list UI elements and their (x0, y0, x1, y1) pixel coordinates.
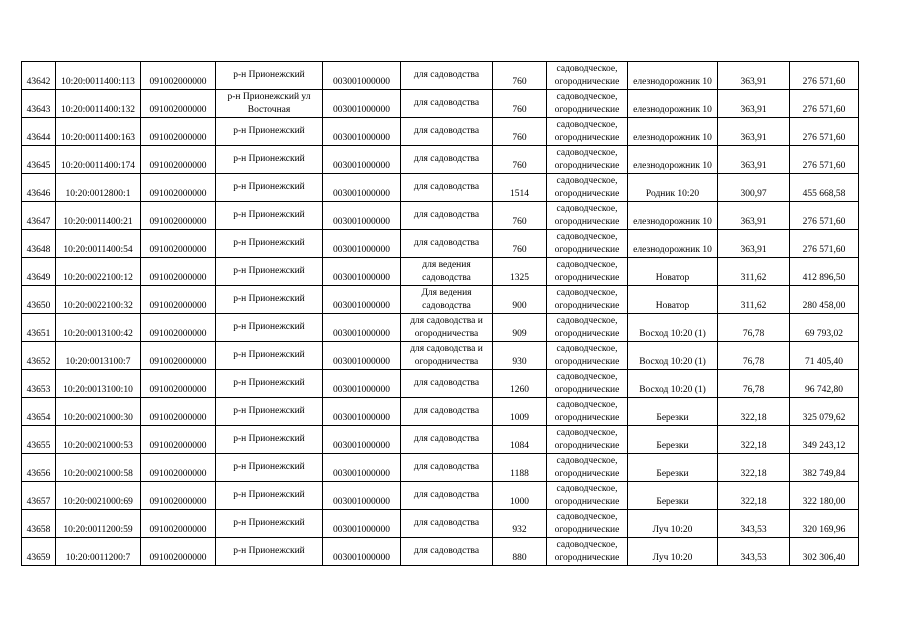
permitted-use-cell: для садоводства (401, 146, 493, 174)
cadastral-value-cell: 276 571,60 (790, 230, 859, 258)
association-type-line: огороднические (554, 356, 620, 367)
cadastral-rate-cell: 76,78 (718, 370, 790, 398)
permitted-use-cell: для садоводства (401, 538, 493, 566)
okato-code-cell: 091002000000 (141, 174, 216, 202)
association-type-line: огороднические (554, 552, 620, 563)
area-cell: 932 (493, 510, 547, 538)
cadastral-rate-cell: 363,91 (718, 90, 790, 118)
cadastral-value-cell: 276 571,60 (790, 90, 859, 118)
area-cell: 909 (493, 314, 547, 342)
association-type-line: садоводческое, (556, 399, 618, 410)
address-cell: р-н Прионежский (216, 426, 323, 454)
association-name-cell: елезнодорожник 10 (628, 62, 718, 90)
category-code-cell: 003001000000 (323, 482, 401, 510)
area-cell: 930 (493, 342, 547, 370)
association-type-line: огороднические (554, 188, 620, 199)
cadastral-value-cell: 276 571,60 (790, 118, 859, 146)
permitted-use-cell: для садоводства и огородничества (401, 314, 493, 342)
category-code-cell: 003001000000 (323, 174, 401, 202)
association-type-line: огороднические (554, 160, 620, 171)
area-cell: 760 (493, 90, 547, 118)
row-number-cell: 43649 (22, 258, 56, 286)
association-type-line: садоводческое, (556, 371, 618, 382)
cadastral-number-cell: 10:20:0021000:53 (56, 426, 141, 454)
cadastral-value-cell: 349 243,12 (790, 426, 859, 454)
association-type-cell (547, 342, 628, 370)
cadastral-number-cell: 10:20:0011200:59 (56, 510, 141, 538)
area-cell: 1514 (493, 174, 547, 202)
table-row (22, 118, 859, 146)
category-code-cell: 003001000000 (323, 342, 401, 370)
cadastral-rate-cell: 363,91 (718, 62, 790, 90)
association-name-cell: Березки (628, 454, 718, 482)
category-code-cell: 003001000000 (323, 258, 401, 286)
association-type-line: огороднические (554, 524, 620, 535)
okato-code-cell: 091002000000 (141, 314, 216, 342)
category-code-cell: 003001000000 (323, 230, 401, 258)
okato-code-cell: 091002000000 (141, 454, 216, 482)
association-type-line: огороднические (554, 104, 620, 115)
association-type-cell (547, 230, 628, 258)
category-code-cell: 003001000000 (323, 118, 401, 146)
association-name-cell: Березки (628, 482, 718, 510)
cadastral-value-cell: 280 458,00 (790, 286, 859, 314)
table-row (22, 482, 859, 510)
association-type-cell (547, 202, 628, 230)
area-cell: 900 (493, 286, 547, 314)
association-name-cell: Березки (628, 426, 718, 454)
association-type-line: садоводческое, (556, 63, 618, 74)
area-cell: 1000 (493, 482, 547, 510)
okato-code-cell: 091002000000 (141, 62, 216, 90)
association-name-cell: Восход 10:20 (1) (628, 342, 718, 370)
table-row (22, 314, 859, 342)
row-number-cell: 43659 (22, 538, 56, 566)
association-type-cell (547, 146, 628, 174)
row-number-cell: 43656 (22, 454, 56, 482)
association-type-line: садоводческое, (556, 203, 618, 214)
table-row (22, 62, 859, 90)
cadastral-value-cell: 276 571,60 (790, 202, 859, 230)
category-code-cell: 003001000000 (323, 398, 401, 426)
table-row (22, 258, 859, 286)
address-cell: р-н Прионежский ул Восточная (216, 90, 323, 118)
cadastral-number-cell: 10:20:0011400:132 (56, 90, 141, 118)
association-name-cell: Восход 10:20 (1) (628, 314, 718, 342)
cadastral-rate-cell: 311,62 (718, 286, 790, 314)
okato-code-cell: 091002000000 (141, 118, 216, 146)
area-cell: 880 (493, 538, 547, 566)
permitted-use-cell: для садоводства (401, 510, 493, 538)
okato-code-cell: 091002000000 (141, 90, 216, 118)
okato-code-cell: 091002000000 (141, 370, 216, 398)
okato-code-cell: 091002000000 (141, 510, 216, 538)
association-type-line: садоводческое, (556, 315, 618, 326)
category-code-cell: 003001000000 (323, 202, 401, 230)
cadastral-number-cell: 10:20:0021000:58 (56, 454, 141, 482)
association-type-line: садоводческое, (556, 175, 618, 186)
row-number-cell: 43654 (22, 398, 56, 426)
association-type-line: садоводческое, (556, 91, 618, 102)
category-code-cell: 003001000000 (323, 510, 401, 538)
category-code-cell: 003001000000 (323, 90, 401, 118)
association-type-line: садоводческое, (556, 539, 618, 550)
cadastral-number-cell: 10:20:0021000:69 (56, 482, 141, 510)
row-number-cell: 43658 (22, 510, 56, 538)
category-code-cell: 003001000000 (323, 454, 401, 482)
row-number-cell: 43643 (22, 90, 56, 118)
cadastral-number-cell: 10:20:0022100:32 (56, 286, 141, 314)
cadastral-value-cell: 320 169,96 (790, 510, 859, 538)
association-type-cell (547, 62, 628, 90)
cadastral-number-cell: 10:20:0011400:163 (56, 118, 141, 146)
row-number-cell: 43650 (22, 286, 56, 314)
cadastral-rate-cell: 300,97 (718, 174, 790, 202)
table-body (22, 62, 859, 566)
row-number-cell: 43653 (22, 370, 56, 398)
cadastral-value-cell: 302 306,40 (790, 538, 859, 566)
association-type-line: огороднические (554, 300, 620, 311)
association-type-line: садоводческое, (556, 455, 618, 466)
okato-code-cell: 091002000000 (141, 342, 216, 370)
cadastral-value-cell: 276 571,60 (790, 146, 859, 174)
association-name-cell: елезнодорожник 10 (628, 202, 718, 230)
area-cell: 1325 (493, 258, 547, 286)
address-cell: р-н Прионежский (216, 286, 323, 314)
cadastral-value-cell: 322 180,00 (790, 482, 859, 510)
table-row (22, 202, 859, 230)
cadastral-rate-cell: 363,91 (718, 202, 790, 230)
address-cell: р-н Прионежский (216, 118, 323, 146)
cadastral-rate-cell: 322,18 (718, 426, 790, 454)
association-type-line: огороднические (554, 132, 620, 143)
association-type-line: огороднические (554, 412, 620, 423)
association-type-cell (547, 454, 628, 482)
permitted-use-cell: для садоводства (401, 90, 493, 118)
row-number-cell: 43644 (22, 118, 56, 146)
cadastral-rate-cell: 343,53 (718, 538, 790, 566)
address-cell: р-н Прионежский (216, 454, 323, 482)
association-type-line: садоводческое, (556, 287, 618, 298)
table-row (22, 342, 859, 370)
address-cell: р-н Прионежский (216, 370, 323, 398)
category-code-cell: 003001000000 (323, 146, 401, 174)
association-name-cell: Новатор (628, 286, 718, 314)
area-cell: 760 (493, 118, 547, 146)
association-type-cell (547, 370, 628, 398)
cadastral-value-cell: 71 405,40 (790, 342, 859, 370)
address-cell: р-н Прионежский (216, 398, 323, 426)
association-type-cell (547, 482, 628, 510)
table-row (22, 426, 859, 454)
association-type-line: садоводческое, (556, 259, 618, 270)
category-code-cell: 003001000000 (323, 314, 401, 342)
cadastral-rate-cell: 76,78 (718, 342, 790, 370)
association-type-line: садоводческое, (556, 119, 618, 130)
cadastral-rate-cell: 322,18 (718, 398, 790, 426)
address-cell: р-н Прионежский (216, 314, 323, 342)
table-row (22, 454, 859, 482)
cadastral-value-cell: 276 571,60 (790, 62, 859, 90)
cadastral-number-cell: 10:20:0011400:174 (56, 146, 141, 174)
okato-code-cell: 091002000000 (141, 202, 216, 230)
table-row (22, 230, 859, 258)
association-type-line: садоводческое, (556, 343, 618, 354)
cadastral-number-cell: 10:20:0011400:21 (56, 202, 141, 230)
cadastral-number-cell: 10:20:0013100:10 (56, 370, 141, 398)
association-type-cell (547, 118, 628, 146)
association-type-line: садоводческое, (556, 231, 618, 242)
association-name-cell: елезнодорожник 10 (628, 146, 718, 174)
address-cell: р-н Прионежский (216, 174, 323, 202)
association-type-cell (547, 258, 628, 286)
cadastral-value-cell: 455 668,58 (790, 174, 859, 202)
association-name-cell: Восход 10:20 (1) (628, 370, 718, 398)
association-type-line: огороднические (554, 496, 620, 507)
row-number-cell: 43648 (22, 230, 56, 258)
area-cell: 760 (493, 202, 547, 230)
okato-code-cell: 091002000000 (141, 230, 216, 258)
permitted-use-cell: для садоводства (401, 482, 493, 510)
address-cell: р-н Прионежский (216, 202, 323, 230)
cadastral-rate-cell: 322,18 (718, 454, 790, 482)
cadastral-value-cell: 382 749,84 (790, 454, 859, 482)
address-cell: р-н Прионежский (216, 482, 323, 510)
area-cell: 1188 (493, 454, 547, 482)
association-type-line: огороднические (554, 272, 620, 283)
association-type-cell (547, 286, 628, 314)
association-name-cell: Березки (628, 398, 718, 426)
table-row (22, 174, 859, 202)
area-cell: 760 (493, 146, 547, 174)
permitted-use-cell: для садоводства (401, 454, 493, 482)
association-name-cell: Родник 10:20 (628, 174, 718, 202)
association-name-cell: елезнодорожник 10 (628, 230, 718, 258)
cadastral-rate-cell: 363,91 (718, 146, 790, 174)
association-type-cell (547, 398, 628, 426)
okato-code-cell: 091002000000 (141, 398, 216, 426)
permitted-use-cell: для ведения садоводства (401, 258, 493, 286)
row-number-cell: 43652 (22, 342, 56, 370)
row-number-cell: 43646 (22, 174, 56, 202)
association-name-cell: Луч 10:20 (628, 510, 718, 538)
cadastral-rate-cell: 322,18 (718, 482, 790, 510)
table-row (22, 510, 859, 538)
association-type-line: садоводческое, (556, 511, 618, 522)
association-name-cell: Луч 10:20 (628, 538, 718, 566)
permitted-use-cell: для садоводства (401, 398, 493, 426)
address-cell: р-н Прионежский (216, 230, 323, 258)
row-number-cell: 43645 (22, 146, 56, 174)
association-type-cell (547, 426, 628, 454)
area-cell: 760 (493, 62, 547, 90)
cadastral-number-cell: 10:20:0012800:1 (56, 174, 141, 202)
association-type-line: огороднические (554, 384, 620, 395)
row-number-cell: 43657 (22, 482, 56, 510)
association-type-cell (547, 90, 628, 118)
row-number-cell: 43651 (22, 314, 56, 342)
permitted-use-cell: для садоводства (401, 174, 493, 202)
association-type-cell (547, 314, 628, 342)
area-cell: 1260 (493, 370, 547, 398)
permitted-use-cell: для садоводства (401, 118, 493, 146)
association-name-cell: елезнодорожник 10 (628, 90, 718, 118)
okato-code-cell: 091002000000 (141, 538, 216, 566)
cadastral-value-cell: 412 896,50 (790, 258, 859, 286)
row-number-cell: 43647 (22, 202, 56, 230)
okato-code-cell: 091002000000 (141, 146, 216, 174)
cadastral-value-cell: 96 742,80 (790, 370, 859, 398)
category-code-cell: 003001000000 (323, 286, 401, 314)
row-number-cell: 43655 (22, 426, 56, 454)
cadastral-rate-cell: 363,91 (718, 118, 790, 146)
association-type-cell (547, 174, 628, 202)
address-cell: р-н Прионежский (216, 146, 323, 174)
association-type-line: садоводческое, (556, 147, 618, 158)
permitted-use-cell: Для ведения садоводства (401, 286, 493, 314)
category-code-cell: 003001000000 (323, 538, 401, 566)
table-row (22, 286, 859, 314)
association-name-cell: Новатор (628, 258, 718, 286)
association-type-line: огороднические (554, 76, 620, 87)
address-cell: р-н Прионежский (216, 342, 323, 370)
table-row (22, 146, 859, 174)
cadastral-rate-cell: 76,78 (718, 314, 790, 342)
cadastral-number-cell: 10:20:0011400:54 (56, 230, 141, 258)
category-code-cell: 003001000000 (323, 62, 401, 90)
area-cell: 760 (493, 230, 547, 258)
association-type-cell (547, 510, 628, 538)
category-code-cell: 003001000000 (323, 370, 401, 398)
cadastral-number-cell: 10:20:0022100:12 (56, 258, 141, 286)
area-cell: 1009 (493, 398, 547, 426)
permitted-use-cell: для садоводства и огородничества (401, 342, 493, 370)
association-type-line: садоводческое, (556, 483, 618, 494)
okato-code-cell: 091002000000 (141, 258, 216, 286)
area-cell: 1084 (493, 426, 547, 454)
row-number-cell: 43642 (22, 62, 56, 90)
cadastral-value-cell: 69 793,02 (790, 314, 859, 342)
cadastral-rate-cell: 343,53 (718, 510, 790, 538)
table-row (22, 90, 859, 118)
association-name-cell: елезнодорожник 10 (628, 118, 718, 146)
address-cell: р-н Прионежский (216, 538, 323, 566)
cadastral-number-cell: 10:20:0013100:42 (56, 314, 141, 342)
cadastral-number-cell: 10:20:0021000:30 (56, 398, 141, 426)
okato-code-cell: 091002000000 (141, 426, 216, 454)
address-cell: р-н Прионежский (216, 62, 323, 90)
cadastral-number-cell: 10:20:0011200:7 (56, 538, 141, 566)
association-type-line: огороднические (554, 216, 620, 227)
table-row (22, 370, 859, 398)
cadastral-number-cell: 10:20:0011400:113 (56, 62, 141, 90)
cadastral-rate-cell: 363,91 (718, 230, 790, 258)
cadastral-rate-cell: 311,62 (718, 258, 790, 286)
association-type-line: садоводческое, (556, 427, 618, 438)
permitted-use-cell: для садоводства (401, 426, 493, 454)
address-cell: р-н Прионежский (216, 258, 323, 286)
address-cell: р-н Прионежский (216, 510, 323, 538)
permitted-use-cell: для садоводства (401, 230, 493, 258)
category-code-cell: 003001000000 (323, 426, 401, 454)
association-type-cell (547, 538, 628, 566)
permitted-use-cell: для садоводства (401, 370, 493, 398)
association-type-line: огороднические (554, 440, 620, 451)
table-row (22, 538, 859, 566)
cadastral-value-cell: 325 079,62 (790, 398, 859, 426)
permitted-use-cell: для садоводства (401, 202, 493, 230)
land-parcels-table (21, 61, 859, 566)
association-type-line: огороднические (554, 244, 620, 255)
okato-code-cell: 091002000000 (141, 286, 216, 314)
permitted-use-cell: для садоводства (401, 62, 493, 90)
association-type-line: огороднические (554, 468, 620, 479)
cadastral-number-cell: 10:20:0013100:7 (56, 342, 141, 370)
table-row (22, 398, 859, 426)
association-type-line: огороднические (554, 328, 620, 339)
okato-code-cell: 091002000000 (141, 482, 216, 510)
